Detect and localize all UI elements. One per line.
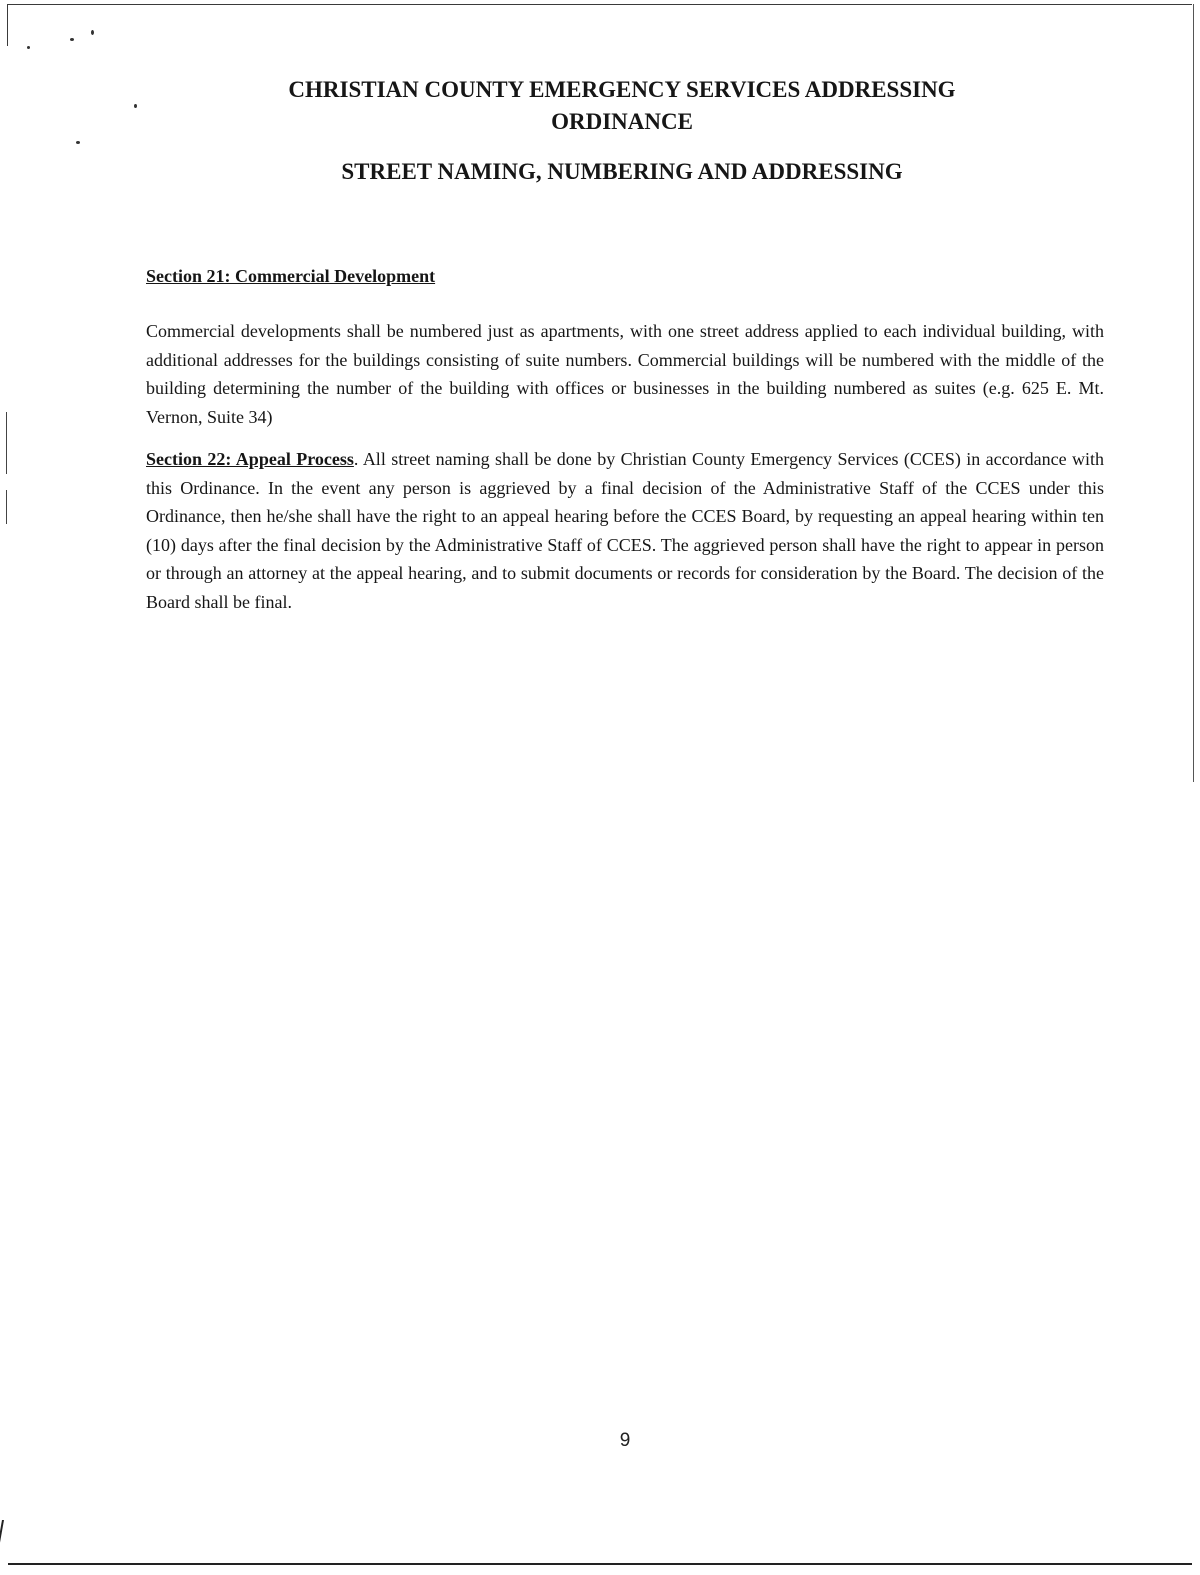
document-body — [146, 262, 1104, 630]
scan-corner-mark — [0, 1520, 16, 1566]
scan-border-bottom — [8, 1563, 1192, 1565]
document-subtitle: STREET NAMING, NUMBERING AND ADDRESSING — [341, 159, 903, 184]
scan-speck — [70, 38, 74, 41]
section-22-heading-period: . — [353, 449, 359, 469]
scan-border-left — [7, 4, 8, 46]
page-number: 9 — [619, 1430, 631, 1451]
section-21-paragraph: Commercial developments shall be numbered just as apartments, with one street address applied to each individual building, with additional addresses for the buildings consisting of suite numbers. Commercial buildings will be numbered with the middle of the building determining the number of the building with offices or businesses in the building numbered as suites (e.g. 625 E. Mt. Vernon, Suite 34) — [146, 321, 1104, 427]
scan-border-top — [8, 4, 1192, 5]
section-21-heading: Section 21: Commercial Development — [146, 266, 436, 286]
section-22-heading: Section 22: Appeal Process — [146, 449, 354, 469]
scan-margin-mark — [6, 412, 7, 474]
scan-speck — [27, 46, 30, 49]
document-title-line-1: CHRISTIAN COUNTY EMERGENCY SERVICES ADDRESSING — [288, 77, 956, 102]
scan-speck — [91, 30, 94, 35]
scan-speck — [76, 141, 80, 144]
section-22-body: All street naming shall be done by Christian County Emergency Services (CCES) in accordance with this Ordinance. In the event any person is aggrieved by a final decision of the Administrative Staff of the CCES under this Ordinance, then he/she shall have the right to an appeal hearing before the CCES Board, by requesting an appeal hearing within ten (10) days after the final decision by the Administrative Staff of CCES. The aggrieved person shall have the right to appear in person or through an attorney at the appeal hearing, and to submit documents or records for consideration by the Board. The decision of the Board shall be final. — [146, 449, 1105, 612]
document-title-line-2: ORDINANCE — [551, 109, 693, 134]
section-22-paragraph — [146, 445, 1104, 616]
scan-margin-mark — [6, 490, 7, 524]
